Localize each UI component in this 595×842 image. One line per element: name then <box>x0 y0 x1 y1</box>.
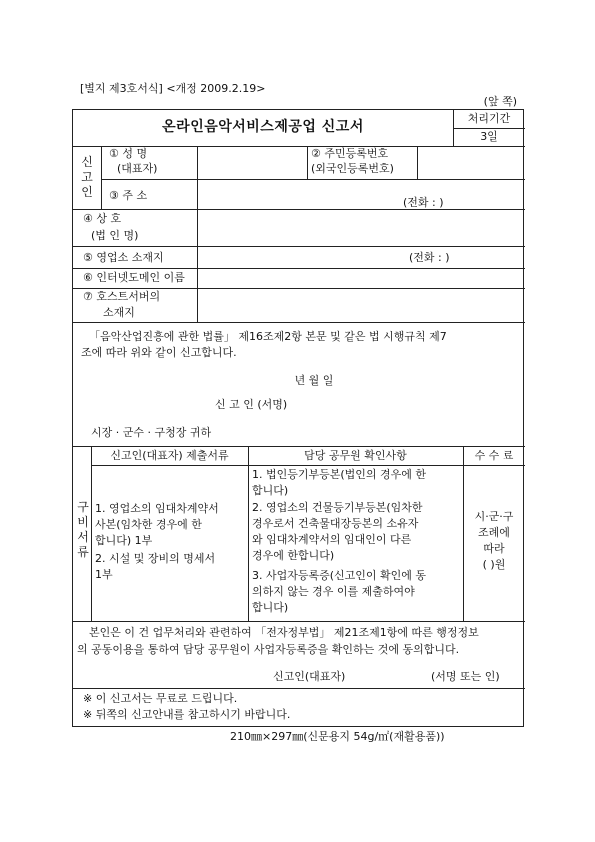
name-sub-label: (대표자) <box>117 162 158 175</box>
trade-name-label: ④ 상 호 <box>83 212 122 225</box>
note-free: ※ 이 신고서는 무료로 드립니다. <box>83 692 238 705</box>
declaration-text-2: 조에 따라 위와 같이 신고합니다. <box>81 346 237 359</box>
address-label: ③ 주 소 <box>109 189 148 202</box>
declaration-date: 년 월 일 <box>294 374 334 387</box>
fee-line: 조례에 <box>478 526 510 539</box>
submitted-doc-line: 1부 <box>95 568 113 581</box>
declaration-signer: 신 고 인 (서명) <box>215 398 288 411</box>
host-server-label: ⑦ 호스트서버의 <box>83 290 161 303</box>
address-phone: (전화 : ) <box>403 196 444 209</box>
rrn-label: ② 주민등록번호 <box>311 147 389 160</box>
fee-line: 따라 <box>483 542 505 555</box>
business-location-phone: (전화 : ) <box>409 251 450 264</box>
domain-label: ⑥ 인터넷도메인 이름 <box>83 271 185 284</box>
consent-text-1: 본인은 이 건 업무처리와 관련하여 「전자정부법」 제21조제1항에 따른 행정정보 <box>89 626 479 639</box>
submitted-doc-line: 합니다) 1부 <box>95 534 153 547</box>
official-check-line: 3. 사업자등록증(신고인이 확인에 동 <box>252 569 427 582</box>
rrn-sub-label: (외국인등록번호) <box>311 162 394 175</box>
documents-side-label: 구 비 서 류 <box>77 500 89 559</box>
host-server-sub-label: 소재지 <box>103 306 135 319</box>
col-fee-header: 수 수 료 <box>474 449 514 462</box>
paper-spec: 210㎜×297㎜(신문용지 54g/㎡(재활용품)) <box>230 730 445 743</box>
form-number: [별지 제3호서식] <개정 2009.2.19> <box>80 82 266 95</box>
note-back-page: ※ 뒤쪽의 신고안내를 참고하시기 바랍니다. <box>83 708 291 721</box>
fee-line: ( )원 <box>482 558 506 571</box>
submitted-doc-line: 1. 영업소의 임대차계약서 <box>95 502 219 515</box>
official-check-line: 경우로서 건축물대장등본의 소유자 <box>252 517 419 530</box>
addressee: 시장 · 군수 · 구청장 귀하 <box>91 426 212 439</box>
official-check-line: 합니다) <box>252 601 289 614</box>
declaration-text-1: 「음악산업진흥에 관한 법률」 제16조제2항 본문 및 같은 법 시행규칙 제7 <box>89 330 447 343</box>
processing-period-value: 3일 <box>480 130 498 143</box>
official-check-line: 합니다) <box>252 484 289 497</box>
official-check-line: 의하지 않는 경우 이를 제출하여야 <box>252 585 415 598</box>
form-title: 온라인음악서비스제공업 신고서 <box>162 119 364 135</box>
declaration-form <box>72 109 524 727</box>
consent-text-2: 의 공동이용을 통하여 담당 공무원이 사업자등록증을 확인하는 것에 동의합니다. <box>77 643 460 656</box>
official-check-line: 와 임대차계약서의 임대인이 다른 <box>252 533 412 546</box>
processing-period-label: 처리기간 <box>467 112 511 125</box>
col-official-check-header: 담당 공무원 확인사항 <box>304 449 407 462</box>
official-check-line: 2. 영업소의 건물등기부등본(임차한 <box>252 501 423 514</box>
trade-name-sub-label: (법 인 명) <box>91 229 139 242</box>
official-check-line: 경우에 한합니다) <box>252 549 335 562</box>
page-side: (앞 쪽) <box>483 95 517 108</box>
submitted-doc-line: 사본(임차한 경우에 한 <box>95 518 202 531</box>
consent-signer: 신고인(대표자) <box>273 670 346 683</box>
name-label: ① 성 명 <box>109 147 148 160</box>
fee-line: 시·군·구 <box>474 510 514 523</box>
official-check-line: 1. 법인등기부등본(법인의 경우에 한 <box>252 468 427 481</box>
col-submitted-docs-header: 신고인(대표자) 제출서류 <box>110 449 229 462</box>
declarant-side-label: 신 고 인 <box>81 155 93 199</box>
business-location-label: ⑤ 영업소 소재지 <box>83 251 164 264</box>
submitted-doc-line: 2. 시설 및 장비의 명세서 <box>95 552 216 565</box>
consent-sign: (서명 또는 인) <box>431 670 500 683</box>
